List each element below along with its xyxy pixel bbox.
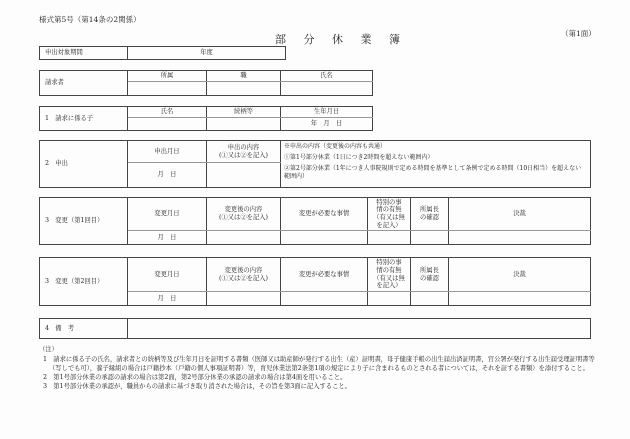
change1-special-header (368, 198, 411, 231)
remarks-label: 4 備 考 (40, 319, 128, 339)
change1-content-line2: (①又は②を記入) (219, 214, 268, 221)
special-line3: （有又は無 (373, 214, 405, 221)
note-item-1: 1 請求に係る子の氏名，請求者との続柄等及び生年月日を証明する書類（医師又は助産師が発行する出生（産）証明書，母子健康手帳の出生届出済証明書，官公署が発行する出生届受理証明書等（写しでも可），養子縁組の場合は戸籍抄本（戸籍の個人事項証明書）等，育児休業法第2条第1項の規定により子に含まれるものとされる者については，それを証する書類）を添付すること。 (43, 356, 595, 372)
change1-date-header: 変更月日 (128, 198, 207, 231)
note-option-1: ①第1号部分休業（1日につき2時間を超えない範囲内） (284, 154, 434, 162)
name-header: 氏名 (281, 71, 373, 82)
confirm-line1: 所属長 (420, 266, 439, 274)
page-number: （第1面） (561, 29, 596, 38)
child-label: 1 請求に係る子 (40, 107, 128, 131)
birthdate-field[interactable]: 年 月 日 (281, 118, 373, 131)
application-content-header (207, 141, 281, 163)
change2-confirm-header (411, 258, 449, 292)
content-header-line2: (①又は②を記入) (219, 151, 268, 159)
change1-label: 3 変更（第1回目） (40, 198, 128, 245)
confirm-line2: の確認 (420, 274, 439, 282)
dept-field[interactable] (128, 82, 207, 96)
relation-field[interactable] (207, 118, 281, 131)
change1-reason-header: 変更が必要な事情 (281, 198, 368, 231)
change-table-2 (39, 257, 591, 306)
special-line2: 情の有無 (376, 266, 402, 274)
requester-label: 請求者 (40, 71, 128, 96)
notes-section (39, 345, 599, 391)
period-table (39, 46, 286, 60)
note-item-3: 3 第1号部分休業の承認が，職員からの請求に基づき取り消された場合は，その旨を第3面に記入すること。 (43, 383, 351, 390)
special-line2: 情の有無 (376, 206, 402, 214)
change2-label: 3 変更（第2回目） (40, 258, 128, 306)
change2-reason-header: 変更が必要な事情 (281, 258, 368, 292)
remarks-field[interactable] (128, 319, 591, 339)
special-line1: 特別の事 (376, 259, 402, 267)
change2-date-field[interactable]: 月 日 (128, 292, 207, 306)
special-line3: （有又は無 (373, 274, 405, 282)
position-header: 職 (207, 71, 281, 82)
child-name-header: 氏名 (128, 107, 207, 118)
child-table (39, 106, 373, 131)
note-item-2: 2 第1号部分休業の承認の請求の場合は第2面，第2号部分休業の承認の請求の場合は第4面を用いること。 (43, 374, 347, 381)
change1-decision-field[interactable] (449, 231, 591, 245)
change-table-1 (39, 197, 591, 245)
relation-header: 続柄等 (207, 107, 281, 118)
change1-content-header (207, 198, 281, 231)
change2-content-line2: (①又は②を記入) (219, 274, 268, 282)
note-title: ※申出の内容（変更後の内容も共通） (284, 143, 387, 150)
application-date-header: 申出月日 (128, 141, 207, 163)
special-line4: を記入） (376, 221, 402, 229)
birthdate-header: 生年月日 (281, 107, 373, 118)
change1-decision-header: 決裁 (449, 198, 591, 231)
remarks-table (39, 318, 591, 339)
child-name-field[interactable] (128, 118, 207, 131)
special-line4: を記入） (376, 282, 402, 290)
change1-content-line1: 変更後の内容 (224, 206, 263, 214)
application-table (39, 140, 591, 188)
change1-reason-field[interactable] (281, 231, 368, 245)
application-label: 2 申出 (40, 141, 128, 188)
change1-content-field[interactable] (207, 231, 281, 245)
change2-reason-field[interactable] (281, 292, 368, 306)
special-line1: 特別の事 (376, 198, 402, 206)
change2-date-header: 変更月日 (128, 258, 207, 292)
confirm-line2: の確認 (420, 214, 439, 221)
application-date-field[interactable]: 月 日 (128, 163, 207, 188)
requester-table (39, 70, 373, 96)
change1-special-field[interactable] (368, 231, 411, 245)
notes-heading: （注） (39, 346, 58, 353)
change2-confirm-field[interactable] (411, 292, 449, 306)
position-field[interactable] (207, 82, 281, 96)
change2-special-field[interactable] (368, 292, 411, 306)
period-label: 申出対象期間 (40, 47, 128, 60)
change2-decision-field[interactable] (449, 292, 591, 306)
note-option-2: ②第2号部分休業（1年につき人事院規則で定める時間を基準として条例で定める時間（10日相当）を超えない範囲内） (284, 165, 582, 180)
content-header-line1: 申出の内容 (227, 143, 260, 151)
page-title: 部 分 休 業 簿 (275, 33, 407, 46)
change1-confirm-header (411, 198, 449, 231)
change2-content-field[interactable] (207, 292, 281, 306)
application-content-field[interactable] (207, 163, 281, 188)
change2-content-line1: 変更後の内容 (224, 266, 263, 274)
application-note-box (281, 141, 591, 188)
form-id: 様式第5号（第14条の2関係） (39, 15, 141, 24)
change2-special-header (368, 258, 411, 292)
change2-content-header (207, 258, 281, 292)
change1-confirm-field[interactable] (411, 231, 449, 245)
period-field[interactable]: 年度 (128, 47, 286, 60)
confirm-line1: 所属長 (420, 206, 439, 214)
name-field[interactable] (281, 82, 373, 96)
dept-header: 所属 (128, 71, 207, 82)
change2-decision-header: 決裁 (449, 258, 591, 292)
change1-date-field[interactable]: 月 日 (128, 231, 207, 245)
